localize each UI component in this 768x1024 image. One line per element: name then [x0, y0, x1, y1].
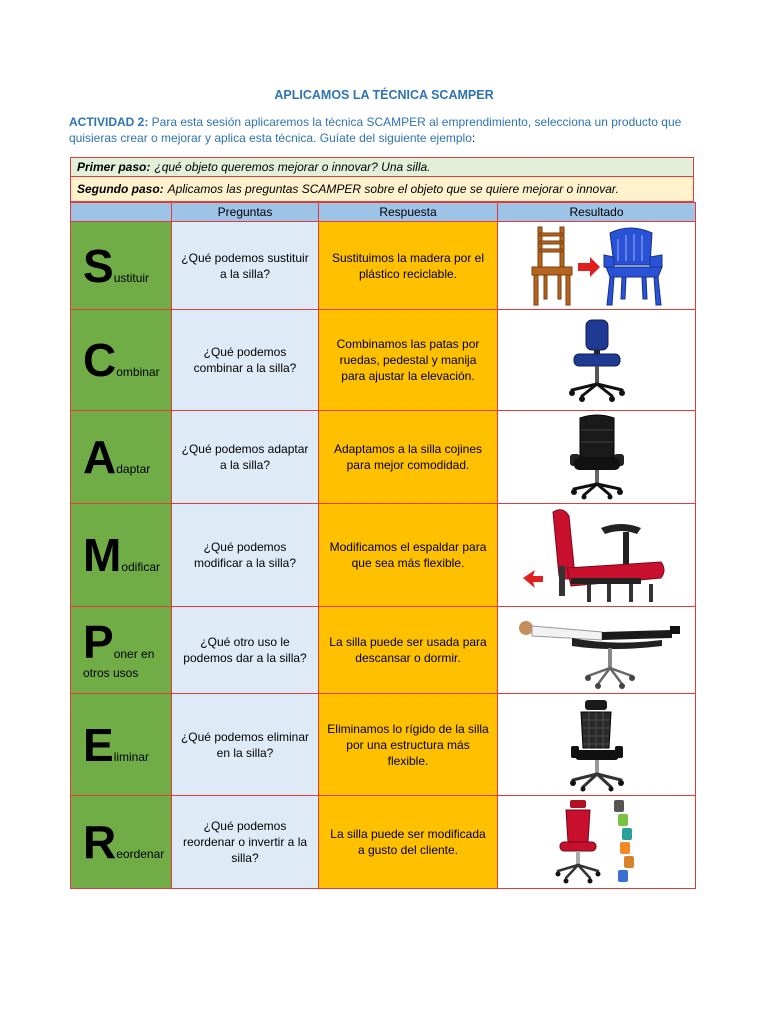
answer-cell: Combinamos las patas por ruedas, pedestal y manija para ajustar la elevación.	[319, 310, 498, 411]
colored-chairs-icon	[552, 798, 642, 886]
question-cell: ¿Qué podemos combinar a la silla?	[172, 310, 319, 411]
segundo-paso-label: Segundo paso:	[77, 182, 164, 196]
question-cell: ¿Qué otro uso le podemos dar a la silla?	[172, 607, 319, 694]
header-preguntas: Preguntas	[172, 203, 319, 222]
scamper-table	[70, 202, 696, 889]
scamper-letter: S	[83, 239, 114, 292]
table-row	[71, 607, 696, 694]
letter-cell	[71, 504, 172, 607]
segundo-paso-text: Aplicamos las preguntas SCAMPER sobre el objeto que se quiere mejorar o innovar.	[167, 182, 619, 196]
result-cell	[498, 607, 696, 694]
office-chair-icon	[562, 318, 632, 402]
header-resultado: Resultado	[498, 203, 696, 222]
scamper-word: oner en	[113, 647, 155, 661]
primer-paso-text: ¿qué objeto queremos mejorar o innovar? Una silla.	[154, 160, 431, 174]
letter-cell	[71, 411, 172, 504]
answer-cell: La silla puede ser usada para descansar o dormir.	[319, 607, 498, 694]
scamper-word: odificar	[121, 560, 161, 574]
page-title: APLICAMOS LA TÉCNICA SCAMPER	[274, 88, 494, 102]
header-respuesta: Respuesta	[319, 203, 498, 222]
activity-label: ACTIVIDAD 2:	[69, 115, 149, 129]
scamper-letter: C	[83, 334, 117, 386]
table-row	[71, 411, 696, 504]
scamper-word: daptar	[116, 462, 151, 476]
scamper-word: ustituir	[113, 270, 150, 285]
scamper-letter: A	[83, 431, 117, 483]
letter-cell	[71, 310, 172, 411]
scamper-word-line2: otros usos	[83, 666, 139, 680]
result-cell	[498, 796, 696, 889]
letter-cell	[71, 796, 172, 889]
scamper-word: ombinar	[116, 365, 160, 379]
table-row	[71, 310, 696, 411]
scamper-letter: P	[83, 616, 114, 668]
executive-chair-icon	[566, 414, 628, 500]
question-cell: ¿Qué podemos adaptar a la silla?	[172, 411, 319, 504]
segundo-paso-row	[70, 177, 694, 202]
letter-cell	[71, 694, 172, 796]
activity-text: Para esta sesión aplicaremos la técnica SCAMPER al emprendimiento, selecciona un producto que quisieras crear o mejorar y aplica esta técnica. Guíate del siguiente ejemplo	[69, 115, 682, 145]
answer-cell: Eliminamos lo rígido de la silla por una estructura más flexible.	[319, 694, 498, 796]
table-row	[71, 694, 696, 796]
scamper-word: eordenar	[116, 847, 165, 861]
scamper-letter: R	[83, 816, 117, 868]
question-cell: ¿Qué podemos eliminar en la silla?	[172, 694, 319, 796]
activity-end: :	[471, 131, 476, 145]
question-cell: ¿Qué podemos modificar a la silla?	[172, 504, 319, 607]
letter-cell	[71, 607, 172, 694]
result-cell	[498, 222, 696, 310]
scamper-letter: M	[83, 529, 122, 581]
answer-cell: La silla puede ser modificada a gusto del cliente.	[319, 796, 498, 889]
question-cell: ¿Qué podemos reordenar o invertir a la silla?	[172, 796, 319, 889]
table-row	[71, 796, 696, 889]
table-row	[71, 222, 696, 310]
letter-cell	[71, 222, 172, 310]
question-cell: ¿Qué podemos sustituir a la silla?	[172, 222, 319, 310]
primer-paso-row	[70, 157, 694, 177]
scamper-word: liminar	[113, 749, 150, 764]
result-cell	[498, 694, 696, 796]
result-cell	[498, 411, 696, 504]
red-chair-backrest-icon	[517, 506, 677, 604]
table-header-row	[71, 203, 696, 222]
result-cell	[498, 310, 696, 411]
activity-intro	[69, 114, 699, 146]
wood-to-plastic-chair-icon	[522, 225, 672, 307]
header-blank	[71, 203, 172, 222]
reclining-person-chair-icon	[512, 610, 682, 690]
scamper-letter: E	[83, 718, 114, 771]
answer-cell: Sustituimos la madera por el plástico reciclable.	[319, 222, 498, 310]
primer-paso-label: Primer paso:	[77, 160, 151, 174]
answer-cell: Modificamos el espaldar para que sea más flexible.	[319, 504, 498, 607]
result-cell	[498, 504, 696, 607]
table-row	[71, 504, 696, 607]
mesh-chair-icon	[565, 698, 629, 792]
answer-cell: Adaptamos a la silla cojines para mejor comodidad.	[319, 411, 498, 504]
